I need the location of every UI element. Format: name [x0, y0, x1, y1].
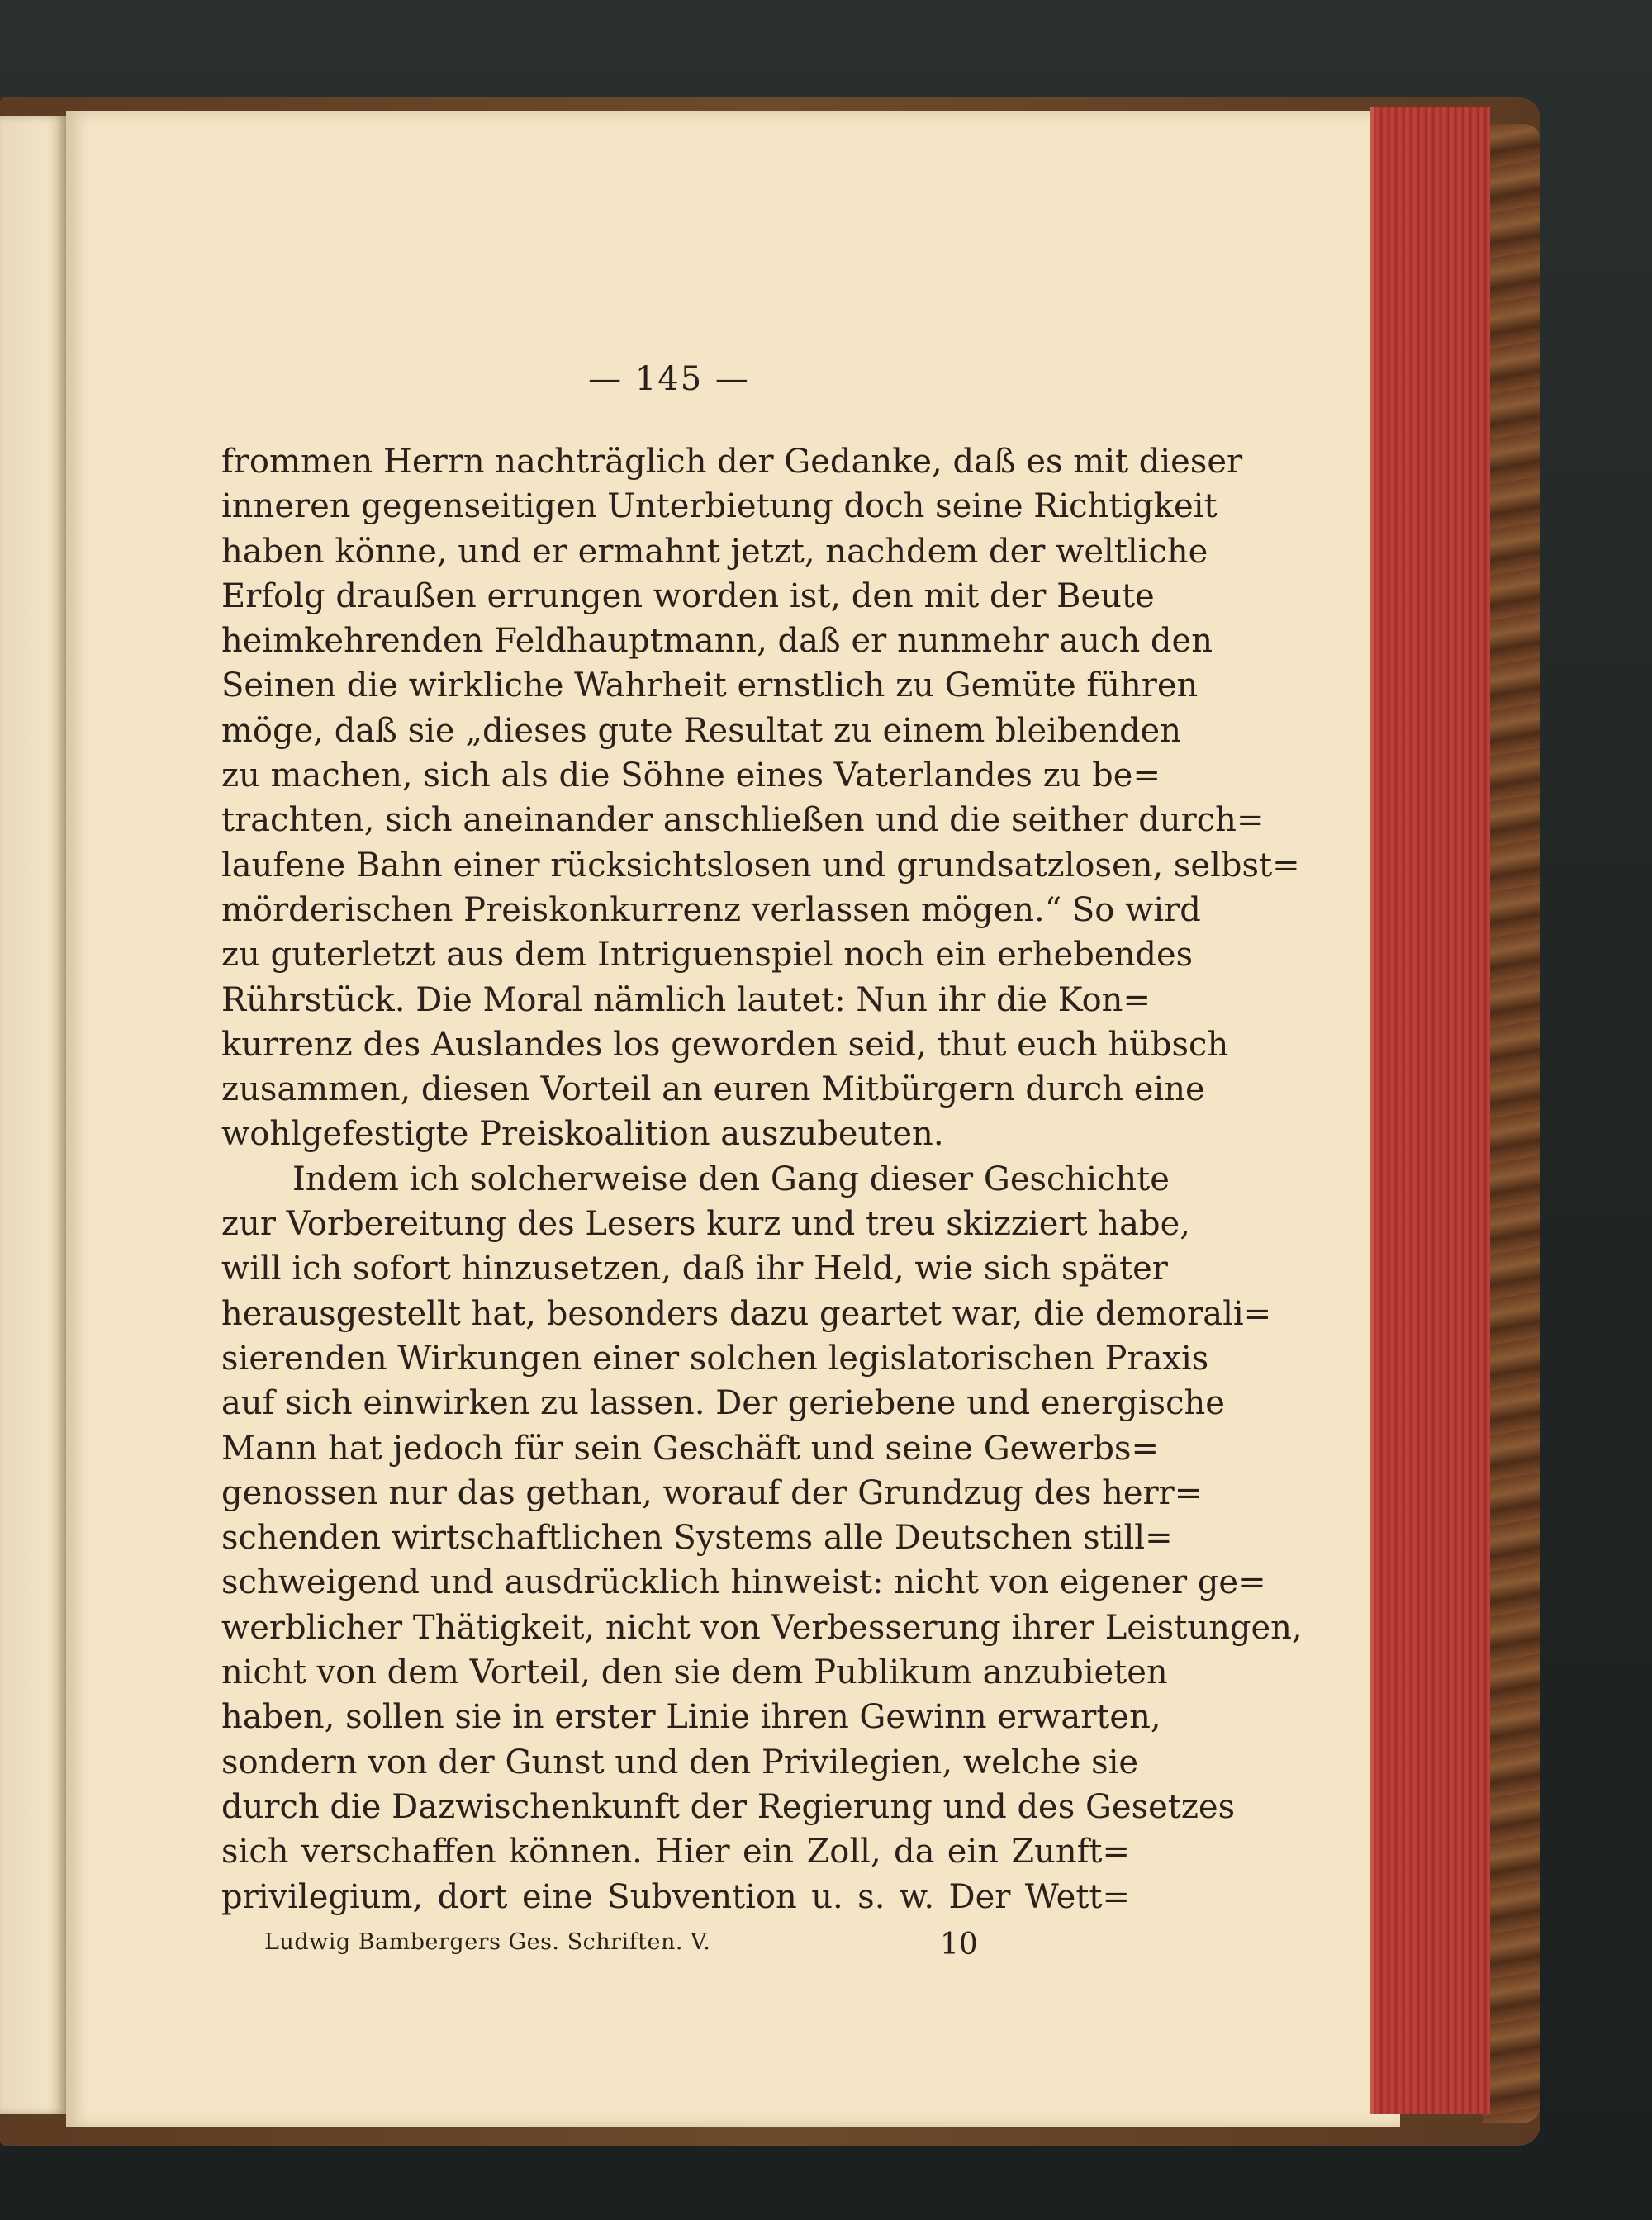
- page-header: — 145 —: [588, 360, 750, 398]
- text-line: Erfolg draußen errungen worden ist, den mit der Beute: [221, 576, 1155, 615]
- text-line: genossen nur das gethan, worauf der Grundzug des herr=: [221, 1473, 1203, 1512]
- text-line: sondern von der Gunst und den Privilegien, welche sie: [221, 1743, 1139, 1781]
- text-line: sierenden Wirkungen einer solchen legislatorischen Praxis: [221, 1339, 1209, 1378]
- footer-title: Ludwig Bambergers Ges. Schriften. V.: [264, 1929, 711, 1955]
- page-footer: [221, 1923, 1130, 1959]
- text-line: zur Vorbereitung des Lesers kurz und treu skizziert habe,: [221, 1205, 1190, 1244]
- text-line: haben, sollen sie in erster Linie ihren Gewinn erwarten,: [221, 1698, 1161, 1737]
- text-line: werblicher Thätigkeit, nicht von Verbesserung ihrer Leistungen,: [221, 1608, 1303, 1647]
- text-line: Indem ich solcherweise den Gang dieser Geschichte: [292, 1160, 1170, 1198]
- text-line: auf sich einwirken zu lassen. Der geriebene und energische: [221, 1384, 1225, 1423]
- red-page-edges: [1370, 107, 1490, 2114]
- text-line: zu guterletzt aus dem Intriguenspiel noch ein erhebendes: [221, 936, 1194, 975]
- text-line: schweigend und ausdrücklich hinweist: nicht von eigener ge=: [221, 1563, 1266, 1602]
- text-line: wohlgefestigte Preiskoalition auszubeuten.: [221, 1115, 944, 1154]
- marbled-cover-edge: [1483, 124, 1540, 2123]
- text-line: durch die Dazwischenkunft der Regierung und des Gesetzes: [221, 1787, 1236, 1826]
- left-page-edge: [0, 116, 66, 2114]
- text-line: schenden wirtschaftlichen Systems alle Deutschen still=: [221, 1519, 1173, 1558]
- text-line: zu machen, sich als die Söhne eines Vaterlandes zu be=: [221, 757, 1161, 795]
- text-line: mörderischen Preiskonkurrenz verlassen mögen.“ So wird: [221, 890, 1201, 929]
- text-line: laufene Bahn einer rücksichtslosen und grundsatzlosen, selbst=: [221, 846, 1300, 885]
- text-line: Seinen die wirkliche Wahrheit ernstlich zu Gemüte führen: [221, 666, 1199, 705]
- text-line: inneren gegenseitigen Unterbietung doch seine Richtigkeit: [221, 487, 1218, 526]
- text-line: nicht von dem Vorteil, den sie dem Publikum anzubieten: [221, 1653, 1168, 1692]
- text-line: heimkehrenden Feldhauptmann, daß er nunmehr auch den: [221, 622, 1213, 661]
- text-line: Rührstück. Die Moral nämlich lautet: Nun ihr die Kon=: [221, 980, 1151, 1019]
- text-line: möge, daß sie „dieses gute Resultat zu einem bleibenden: [221, 711, 1181, 750]
- text-line: privilegium, dort eine Subvention u. s. w. Der Wett=: [221, 1877, 1130, 1916]
- text-line: trachten, sich aneinander anschließen und die seither durch=: [221, 801, 1265, 840]
- text-line: Mann hat jedoch für sein Geschäft und seine Gewerbs=: [221, 1429, 1159, 1468]
- text-line: zusammen, diesen Vorteil an euren Mitbürgern durch eine: [221, 1070, 1205, 1109]
- text-line: sich verschaffen können. Hier ein Zoll, da ein Zunft=: [221, 1833, 1130, 1871]
- text-line: haben könne, und er ermahnt jetzt, nachdem der weltliche: [221, 532, 1208, 571]
- text-line: frommen Herrn nachträglich der Gedanke, daß es mit dieser: [221, 443, 1243, 481]
- text-line: herausgestellt hat, besonders dazu geartet war, die demorali=: [221, 1294, 1272, 1333]
- text-line: kurrenz des Auslandes los geworden seid, thut euch hübsch: [221, 1025, 1229, 1064]
- text-line: will ich sofort hinzusetzen, daß ihr Held, wie sich später: [221, 1250, 1168, 1288]
- signature-mark: 10: [940, 1928, 978, 1961]
- body-text: [221, 439, 1303, 1919]
